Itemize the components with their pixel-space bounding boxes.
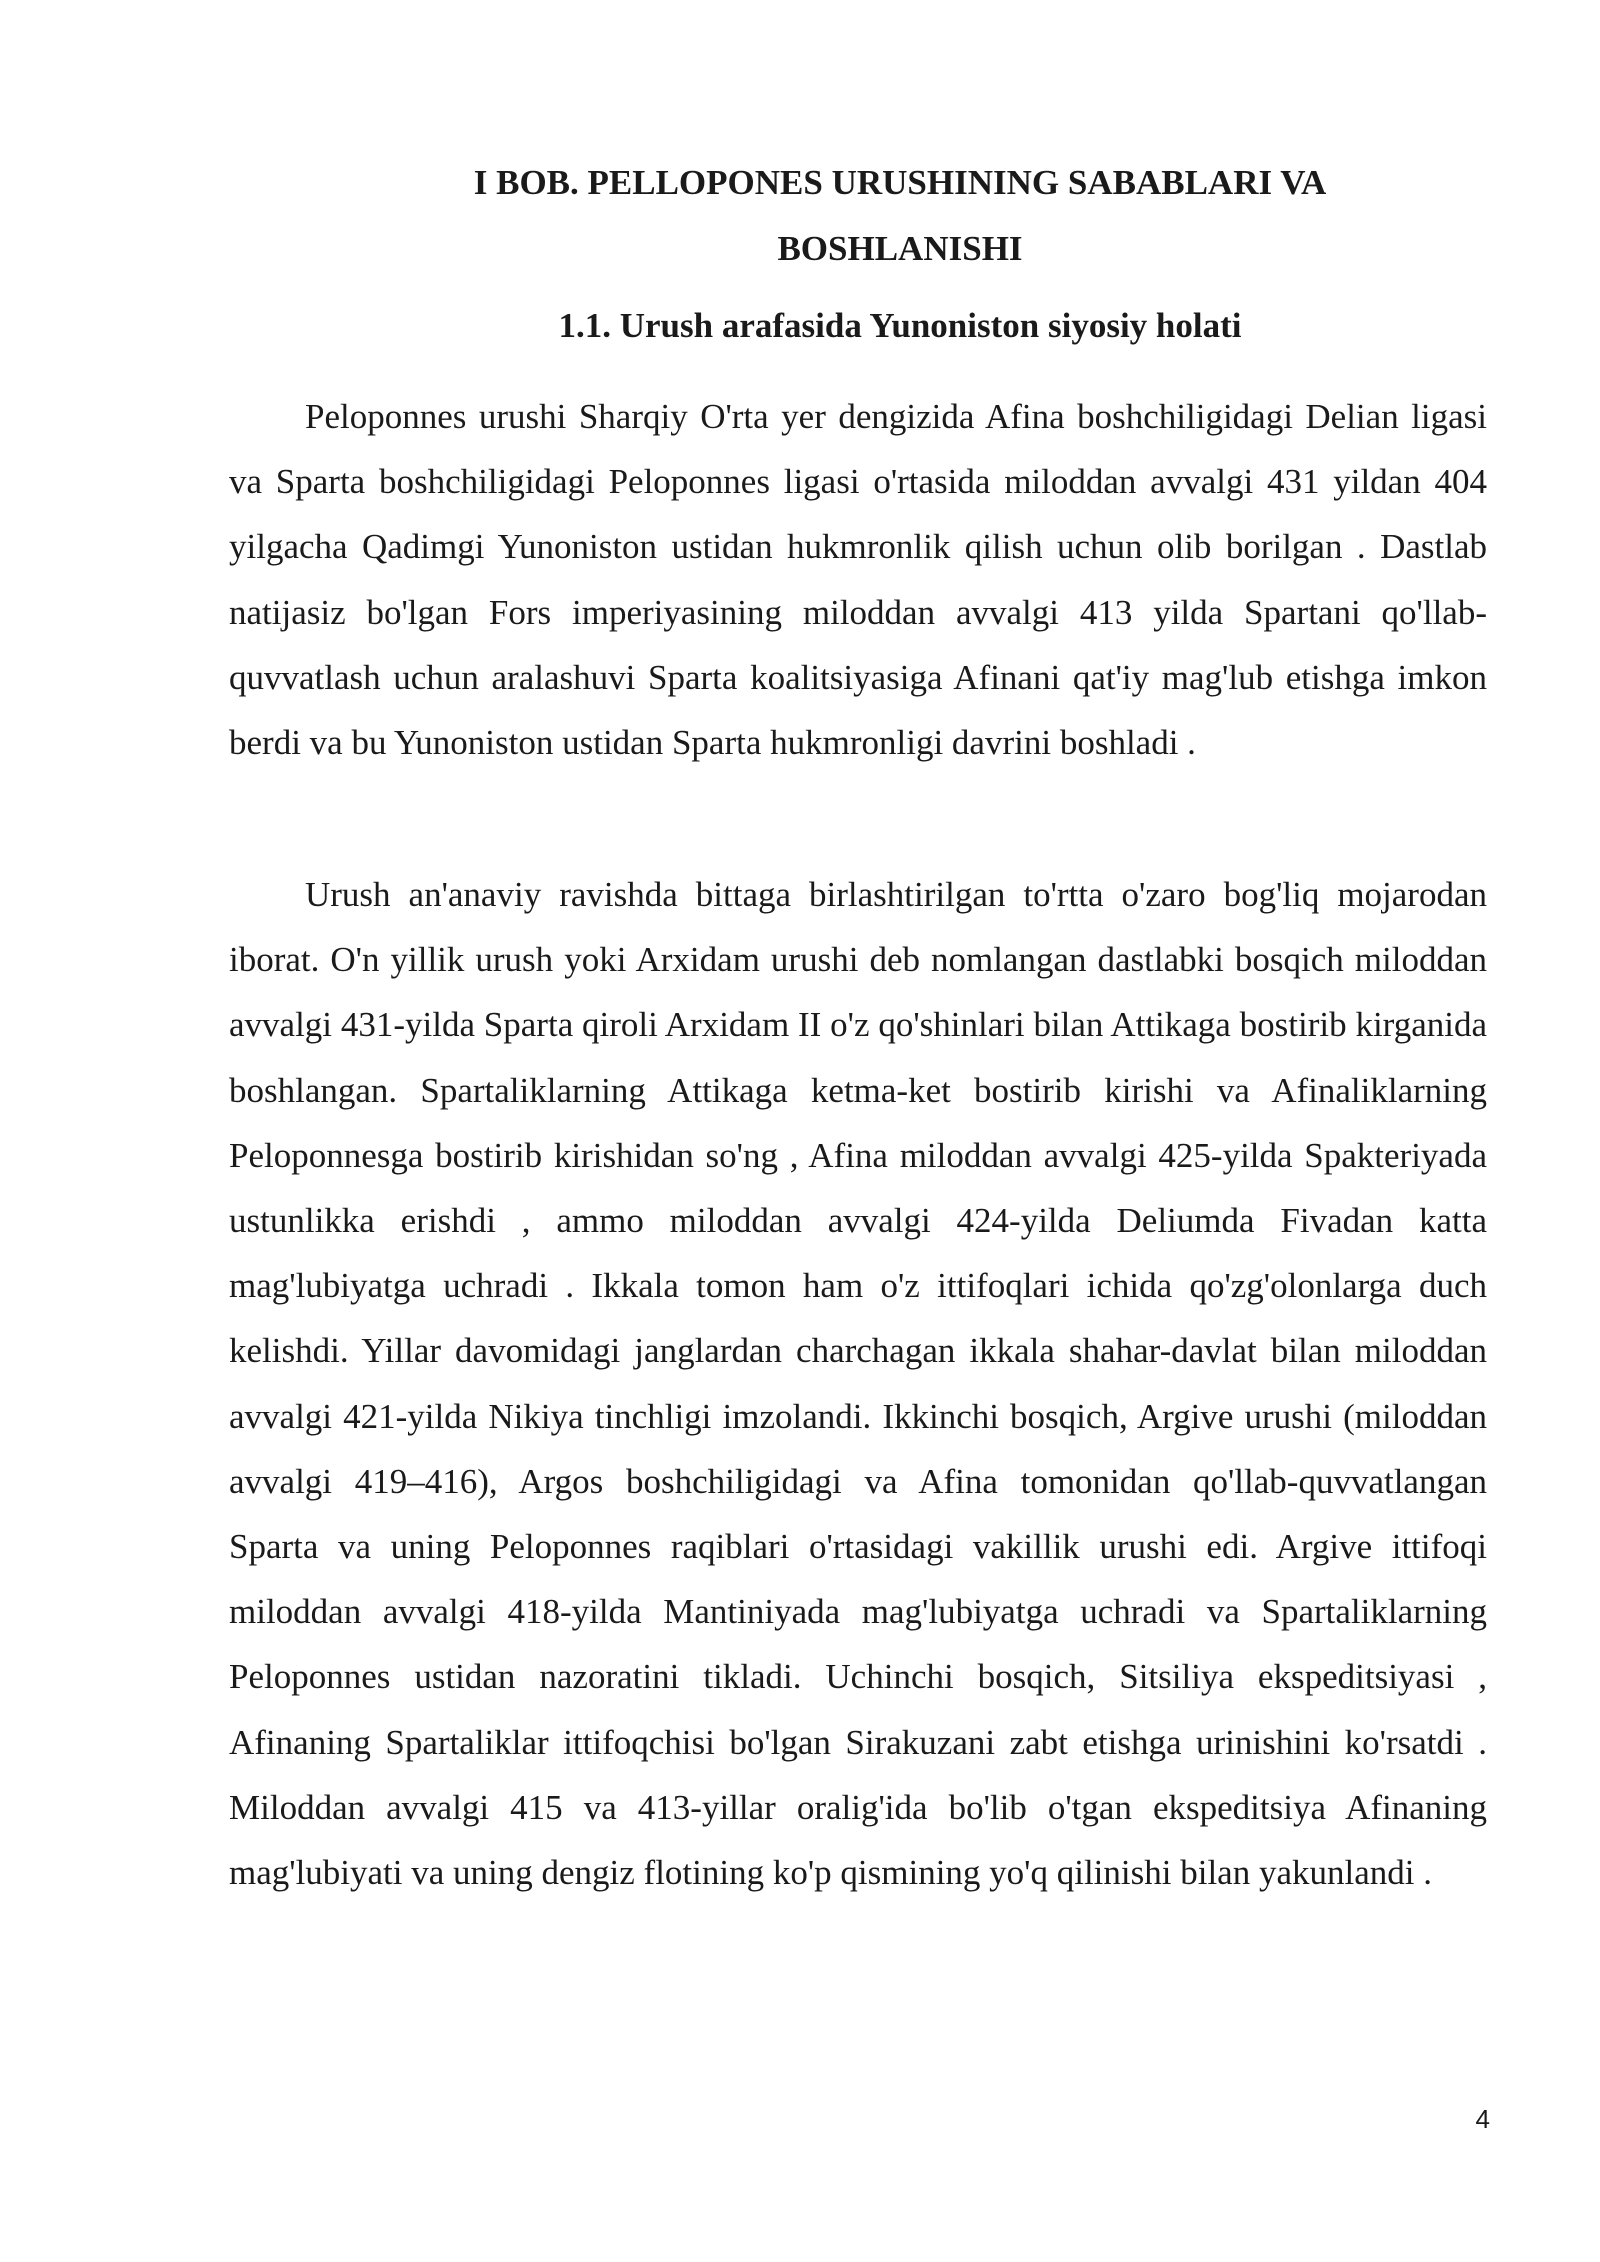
page-number: 4 xyxy=(1475,2104,1490,2134)
section-title: 1.1. Urush arafasida Yunoniston siyosiy holati xyxy=(558,306,1242,345)
body-paragraph-1: Peloponnes urushi Sharqiy O'rta yer dengizida Afina boshchiligidagi Delian ligasi va Sparta boshchiligidagi Peloponnes ligasi o'rtasida miloddan avvalgi 431 yildan 404 yilgacha Qadimgi Yunoniston ustidan hukmronlik qilish uchun olib borilgan . Dastlab natijasiz bo'lgan Fors imperiyasining miloddan avvalgi 413 yilda Spartani qo'llab-quvvatlash uchun aralashuvi Sparta koalitsiyasiga Afinani qat'iy mag'lub etishga imkon berdi va bu Yunoniston ustidan Sparta hukmronligi davrini boshladi . xyxy=(229,397,1487,763)
chapter-title-line-2: BOSHLANISHI xyxy=(777,229,1023,268)
chapter-title-line-1: I BOB. PELLOPONES URUSHINING SABABLARI VA xyxy=(473,163,1327,202)
body-paragraph-2: Urush an'anaviy ravishda bittaga birlashtirilgan to'rtta o'zaro bog'liq mojarodan iborat. O'n yillik urush yoki Arxidam urushi deb nomlangan dastlabki bosqich miloddan avvalgi 431-yilda Sparta qiroli Arxidam II o'z qo'shinlari bilan Attikaga bostirib kirganida boshlangan. Spartaliklarning Attikaga ketma-ket bostirib kirishi va Afinaliklarning Peloponnesga bostirib kirishidan so'ng , Afina miloddan avvalgi 425-yilda Spakteriyada ustunlikka erishdi , ammo miloddan avvalgi 424-yilda Deliumda Fivadan katta mag'lubiyatga uchradi . Ikkala tomon ham o'z ittifoqlari ichida qo'zg'olonlarga duch kelishdi. Yillar davomidagi janglardan charchagan ikkala shahar-davlat bilan miloddan avvalgi 421-yilda Nikiya tinchligi imzolandi. Ikkinchi bosqich, Argive urushi (miloddan avvalgi 419–416), Argos boshchiligidagi va Afina tomonidan qo'llab-quvvatlangan Sparta va uning Peloponnes raqiblari o'rtasidagi vakillik urushi edi. Argive ittifoqi miloddan avvalgi 418-yilda Mantiniyada mag'lubiyatga uchradi va Spartaliklarning Peloponnes ustidan nazoratini tikladi. Uchinchi bosqich, Sitsiliya ekspeditsiyasi , Afinaning Spartaliklar ittifoqchisi bo'lgan Sirakuzani zabt etishga urinishini ko'rsatdi . Miloddan avvalgi 415 va 413-yillar oralig'ida bo'lib o'tgan ekspeditsiya Afinaning mag'lubiyati va uning dengiz flotining ko'p qismining yo'q qilinishi bilan yakunlandi . xyxy=(229,875,1487,1893)
chapter-title xyxy=(400,150,1400,282)
